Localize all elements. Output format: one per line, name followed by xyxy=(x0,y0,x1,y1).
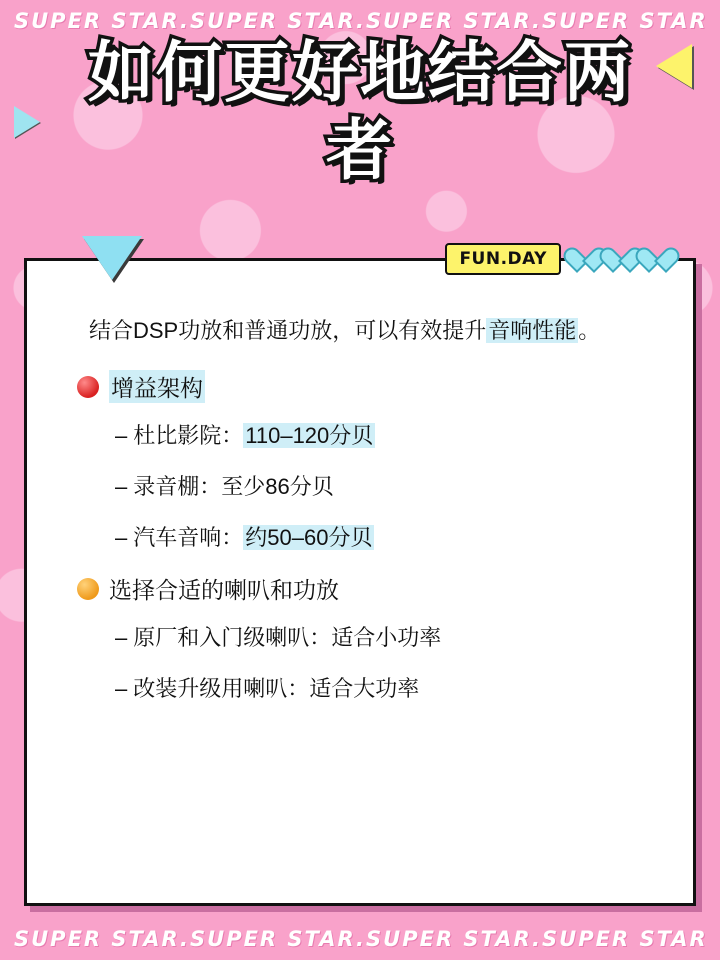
intro-text-part-2: 。 xyxy=(578,318,601,343)
marquee-bottom-item-2: SUPER STAR. xyxy=(366,927,543,951)
list-item-value: 约50–60分贝 xyxy=(245,525,373,551)
dash-marker: – xyxy=(115,625,128,651)
marquee-bottom-item-0: SUPER STAR. xyxy=(14,927,191,951)
list-item xyxy=(115,419,653,452)
fun-day-badge: FUN.DAY xyxy=(445,243,561,275)
section-heading xyxy=(77,370,653,403)
page-title-line-2: 者 xyxy=(326,111,394,189)
marquee-strip-bottom xyxy=(0,918,720,960)
red-circle-icon xyxy=(77,376,99,398)
list-item-label: 原厂和入门级喇叭： xyxy=(133,625,332,651)
content-card xyxy=(24,249,696,906)
page-title-line-1: 如何更好地结合两 xyxy=(88,34,632,111)
heart-icon xyxy=(607,247,633,271)
blue-triangle-large-icon xyxy=(82,236,142,280)
marquee-top-item-2: SUPER STAR. xyxy=(366,9,543,33)
list-item xyxy=(115,521,653,554)
intro-text-part-1: 结合DSP功放和普通功放，可以有效提升 xyxy=(89,318,487,343)
intro-highlight: 音响性能 xyxy=(488,318,577,343)
marquee-bottom-item-1: SUPER STAR. xyxy=(190,927,367,951)
page-title xyxy=(0,34,720,190)
yellow-triangle-icon xyxy=(656,44,692,88)
orange-circle-icon xyxy=(77,578,99,600)
list-item-label: 改装升级用喇叭： xyxy=(133,676,310,702)
blue-triangle-small-icon xyxy=(14,106,40,138)
list-item xyxy=(115,621,653,654)
marquee-bottom-item-3: SUPER STAR xyxy=(542,927,708,951)
intro-paragraph xyxy=(89,313,653,348)
heart-icon xyxy=(643,247,669,271)
section-heading-label: 选择合适的喇叭和功放 xyxy=(109,577,339,604)
dash-marker: – xyxy=(115,474,128,500)
dash-marker: – xyxy=(115,525,128,551)
list-item-label: 汽车音响： xyxy=(133,525,244,551)
section-heading xyxy=(77,572,653,605)
list-item-value: 至少86分贝 xyxy=(221,474,334,500)
badge-row xyxy=(445,243,669,275)
list-item-label: 杜比影院： xyxy=(133,423,244,449)
marquee-top-item-1: SUPER STAR. xyxy=(190,9,367,33)
list-item-label: 录音棚： xyxy=(133,474,222,500)
list-item xyxy=(115,672,653,705)
marquee-top-item-3: SUPER STAR xyxy=(542,9,708,33)
heart-icon xyxy=(571,247,597,271)
dash-marker: – xyxy=(115,676,128,702)
dash-marker: – xyxy=(115,423,128,449)
list-item-value: 适合大功率 xyxy=(309,676,420,702)
list-item-value: 110–120分贝 xyxy=(245,423,374,449)
list-item-value: 适合小功率 xyxy=(331,625,442,651)
section-heading-label: 增益架构 xyxy=(109,370,205,403)
marquee-top-item-0: SUPER STAR. xyxy=(14,9,191,33)
list-item xyxy=(115,470,653,503)
